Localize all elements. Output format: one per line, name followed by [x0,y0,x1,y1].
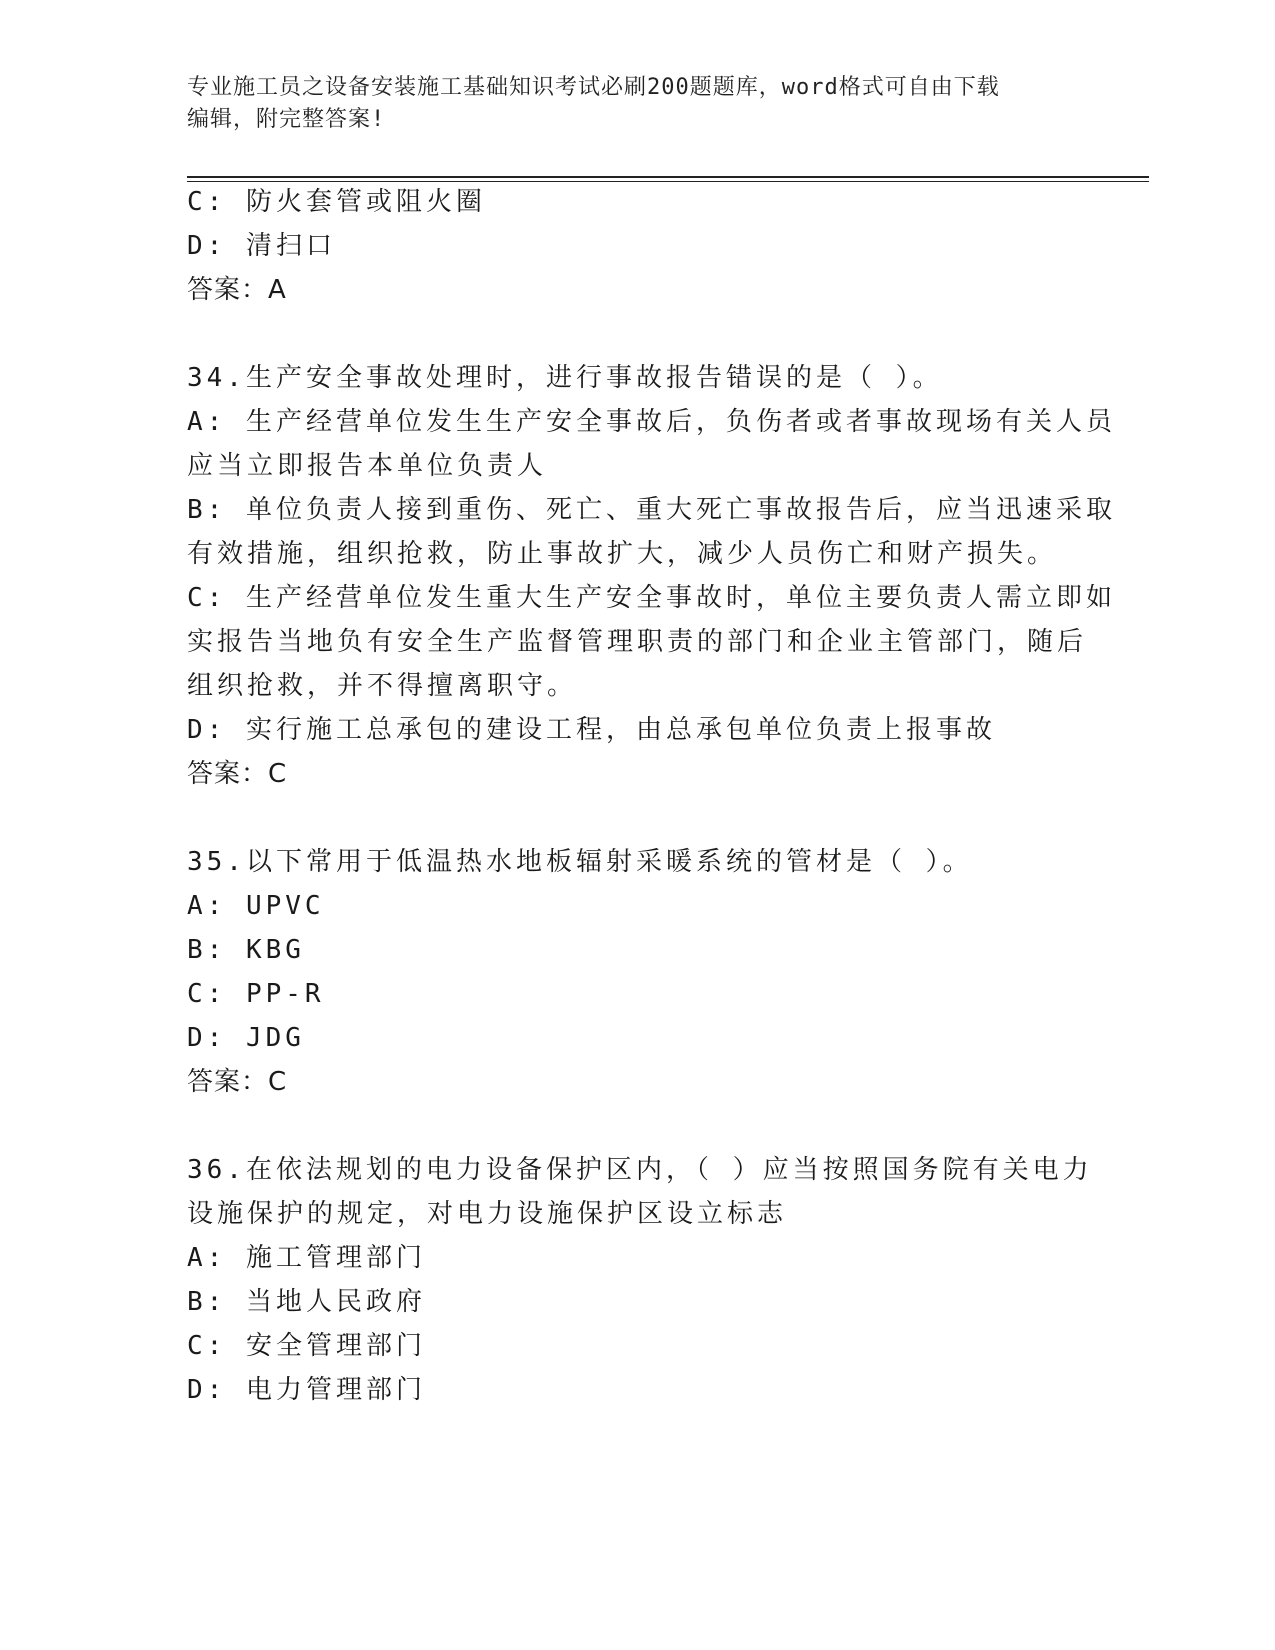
header-title-line-2: 编辑，附完整答案! [187,107,386,132]
q34-option-a-line-2: 应当立即报告本单位负责人 [187,451,548,481]
q34-option-c-line-2: 实报告当地负有安全生产监督管理职责的部门和企业主管部门，随后 [187,627,1088,657]
prev-option-d: D: 清扫口 [187,231,336,261]
q35-option-d: D: JDG [187,1023,305,1053]
q36-question-line-1: 36.在依法规划的电力设备保护区内，（ ）应当按照国务院有关电力 [187,1155,1093,1185]
header-divider [187,176,1149,182]
q34-answer: 答案：C [187,759,288,789]
q34-option-b-line-2: 有效措施，组织抢救，防止事故扩大，减少人员伤亡和财产损失。 [187,539,1058,569]
header-title-line-1: 专业施工员之设备安装施工基础知识考试必刷200题题库，word格式可自由下载 [187,75,1000,100]
q36-option-a: A: 施工管理部门 [187,1243,426,1273]
q34-option-c-line-3: 组织抢救，并不得擅离职守。 [187,671,578,701]
q36-option-c: C: 安全管理部门 [187,1331,426,1361]
q35-option-b: B: KBG [187,935,305,965]
q36-option-b: B: 当地人民政府 [187,1287,426,1317]
q35-question: 35.以下常用于低温热水地板辐射采暖系统的管材是（ ）。 [187,847,973,877]
q34-question: 34.生产安全事故处理时，进行事故报告错误的是（ ）。 [187,363,943,393]
q34-option-c-line-1: C: 生产经营单位发生重大生产安全事故时，单位主要负责人需立即如 [187,583,1116,613]
q36-option-d: D: 电力管理部门 [187,1375,426,1405]
q36-question-line-2: 设施保护的规定，对电力设施保护区设立标志 [187,1199,788,1229]
q35-option-c: C: PP-R [187,979,325,1009]
q35-option-a: A: UPVC [187,891,325,921]
q34-option-a-line-1: A: 生产经营单位发生生产安全事故后，负伤者或者事故现场有关人员 [187,407,1116,437]
document-header [187,72,1087,136]
prev-answer: 答案：A [187,275,287,305]
q35-answer: 答案：C [187,1067,288,1097]
q34-option-d-line-1: D: 实行施工总承包的建设工程，由总承包单位负责上报事故 [187,715,996,745]
prev-option-c: C: 防火套管或阻火圈 [187,187,486,217]
q34-option-b-line-1: B: 单位负责人接到重伤、死亡、重大死亡事故报告后，应当迅速采取 [187,495,1116,525]
